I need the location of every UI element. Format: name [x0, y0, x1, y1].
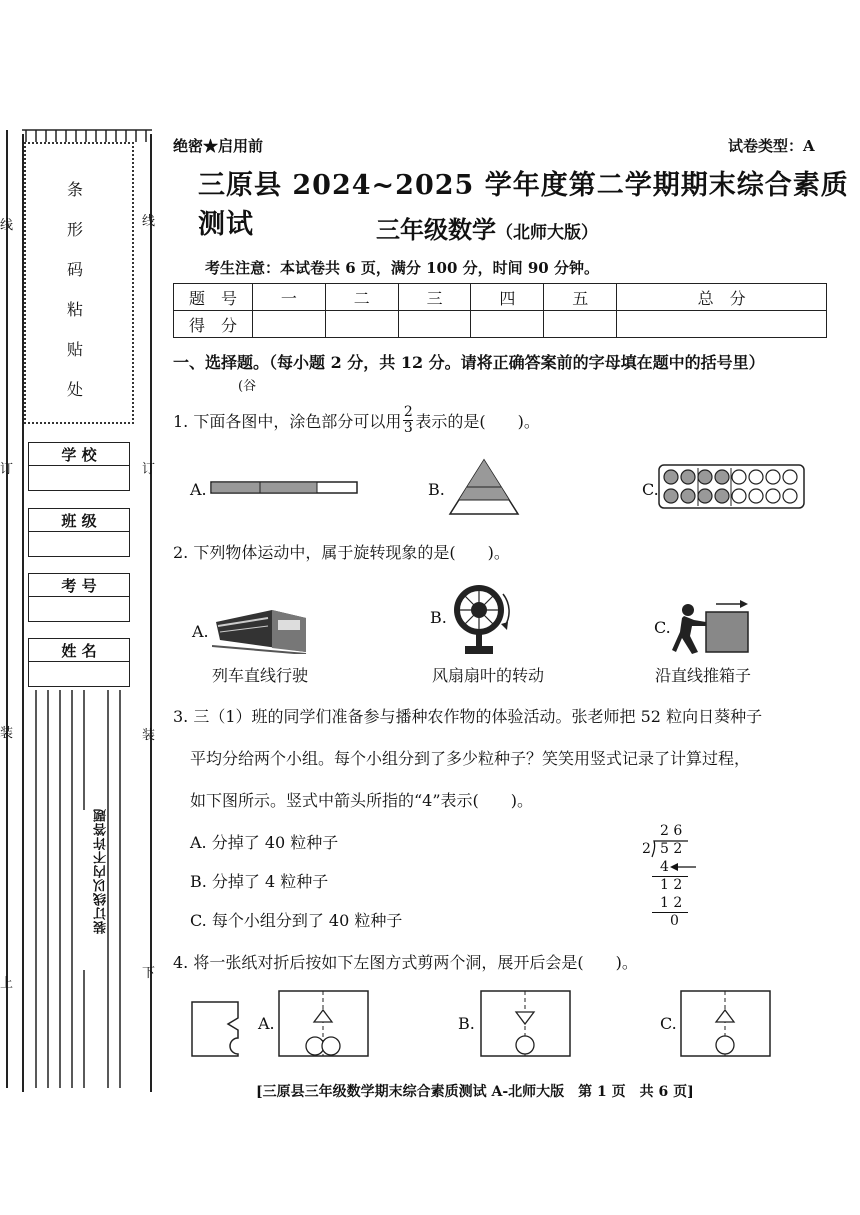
unfolded-b-figure	[480, 990, 572, 1058]
edition: （北师大版）	[496, 223, 598, 243]
side-mark: 上	[0, 976, 14, 991]
field-input[interactable]	[29, 662, 129, 686]
option-caption: 列车直线行驶	[212, 666, 309, 685]
question-4: 4. 将一张纸对折后按如下左图方式剪两个洞，展开后会是( )。	[173, 953, 638, 972]
field-label: 学 校	[29, 443, 129, 466]
name-field[interactable]	[28, 638, 130, 687]
confidential-label: 绝密★启用前	[173, 137, 264, 155]
question-3-line: 平均分给两个小组。每个小组分到了多少粒种子？笑笑用竖式记录了计算过程，	[190, 749, 751, 768]
quotient: 2 6	[660, 823, 683, 839]
side-mark: 装	[142, 728, 156, 743]
binding-line	[6, 130, 8, 1088]
question-3-line: 如下图所示。竖式中箭头所指的“4”表示( )。	[190, 791, 534, 810]
table-cell: 题 号	[174, 284, 253, 311]
question-1	[173, 405, 540, 436]
field-label: 班 级	[29, 509, 129, 532]
fraction	[403, 405, 413, 436]
score-input[interactable]	[253, 311, 326, 338]
table-cell: 五	[544, 284, 617, 311]
page-footer: [三原县三年级数学期末综合素质测试 A-北师大版 第 1 页 共 6 页]	[256, 1084, 694, 1100]
option-label[interactable]: A.	[192, 622, 209, 641]
table-row	[174, 284, 827, 311]
option-caption: 风扇扇叶的转动	[432, 666, 545, 685]
binding-rules	[30, 690, 130, 1088]
subject: 三年级数学	[376, 215, 496, 244]
side-mark: 线	[142, 214, 156, 229]
field-input[interactable]	[29, 597, 129, 621]
unfolded-a-figure	[278, 990, 370, 1058]
unfolded-c-figure	[680, 990, 772, 1058]
arrow-icon	[670, 861, 696, 873]
binding-line	[150, 134, 152, 1092]
option-label[interactable]: B.	[458, 1014, 475, 1033]
step-value: 1 2	[660, 877, 683, 893]
score-input[interactable]	[617, 311, 827, 338]
side-mark: 下	[142, 966, 156, 981]
table-cell: 二	[325, 284, 398, 311]
score-table	[173, 283, 827, 338]
option-label[interactable]: C.	[642, 480, 659, 499]
question-text: 1. 下面各图中，涂色部分可以用	[173, 412, 402, 431]
field-label: 姓 名	[29, 639, 129, 662]
table-cell: 一	[253, 284, 326, 311]
field-input[interactable]	[29, 532, 129, 556]
electric-fan-icon	[445, 582, 515, 658]
side-mark: 订	[142, 462, 156, 477]
no-answer-warning: 装订线以内不许答题	[94, 808, 109, 934]
notice-text: 考生注意：本试卷共 6 页，满分 100 分，时间 90 分钟。	[205, 259, 599, 277]
question-3-line: 3. 三（1）班的同学们准备参与播种农作物的体验活动。张老师把 52 粒向日葵种子	[173, 707, 763, 726]
step-value: 1 2	[660, 895, 683, 911]
paper-type: 试卷类型：A	[728, 137, 815, 155]
barcode-label: 条形码粘贴处	[66, 180, 83, 399]
score-input[interactable]	[398, 311, 471, 338]
step-value: 4	[660, 859, 669, 875]
long-division	[640, 823, 700, 933]
train-icon	[212, 602, 308, 654]
option-c[interactable]: C. 每个小组分到了 40 粒种子	[190, 911, 403, 930]
class-field[interactable]	[28, 508, 130, 557]
shaded-bar-figure	[210, 481, 360, 495]
option-caption: 沿直线推箱子	[655, 666, 752, 685]
option-label[interactable]: A.	[258, 1014, 275, 1033]
table-cell: 得 分	[174, 311, 253, 338]
score-input[interactable]	[471, 311, 544, 338]
remainder: 0	[670, 913, 679, 929]
table-cell: 三	[398, 284, 471, 311]
table-cell: 四	[471, 284, 544, 311]
score-input[interactable]	[544, 311, 617, 338]
question-2: 2. 下列物体运动中，属于旋转现象的是( )。	[173, 543, 510, 562]
shaded-triangle-figure	[448, 458, 520, 516]
binding-ticks	[22, 128, 152, 142]
subject-title	[376, 210, 598, 245]
field-input[interactable]	[29, 466, 129, 490]
side-mark: 线	[0, 218, 14, 233]
section-title: 一、选择题。（每小题 2 分，共 12 分。请将正确答案前的字母填在题中的括号里）	[173, 353, 765, 372]
table-row	[174, 311, 827, 338]
circles-figure	[658, 464, 806, 510]
folded-paper-figure	[190, 1000, 242, 1058]
option-label[interactable]: C.	[654, 618, 671, 637]
score-input[interactable]	[325, 311, 398, 338]
option-a[interactable]: A. 分掉了 40 粒种子	[190, 833, 339, 852]
dividend: 5 2	[660, 841, 683, 857]
option-label[interactable]: A.	[190, 480, 207, 499]
question-text: 表示的是( )。	[415, 412, 540, 431]
option-label[interactable]: B.	[430, 608, 447, 627]
stray-mark: (谷	[238, 379, 257, 394]
fraction-numerator: 2	[403, 404, 413, 420]
field-label: 考 号	[29, 574, 129, 597]
divisor: 2	[642, 841, 651, 857]
side-mark: 装	[0, 726, 14, 741]
table-cell: 总 分	[617, 284, 827, 311]
option-b[interactable]: B. 分掉了 4 粒种子	[190, 872, 329, 891]
option-label[interactable]: C.	[660, 1014, 677, 1033]
exam-notice	[205, 257, 599, 278]
school-field[interactable]	[28, 442, 130, 491]
exam-number-field[interactable]	[28, 573, 130, 622]
fraction-denominator: 3	[403, 420, 413, 436]
option-label[interactable]: B.	[428, 480, 445, 499]
page-title: 三原县 2024~2025 学年度第二学期期末综合素质测试	[198, 170, 849, 240]
side-mark: 订	[0, 462, 14, 477]
push-box-icon	[672, 598, 756, 656]
